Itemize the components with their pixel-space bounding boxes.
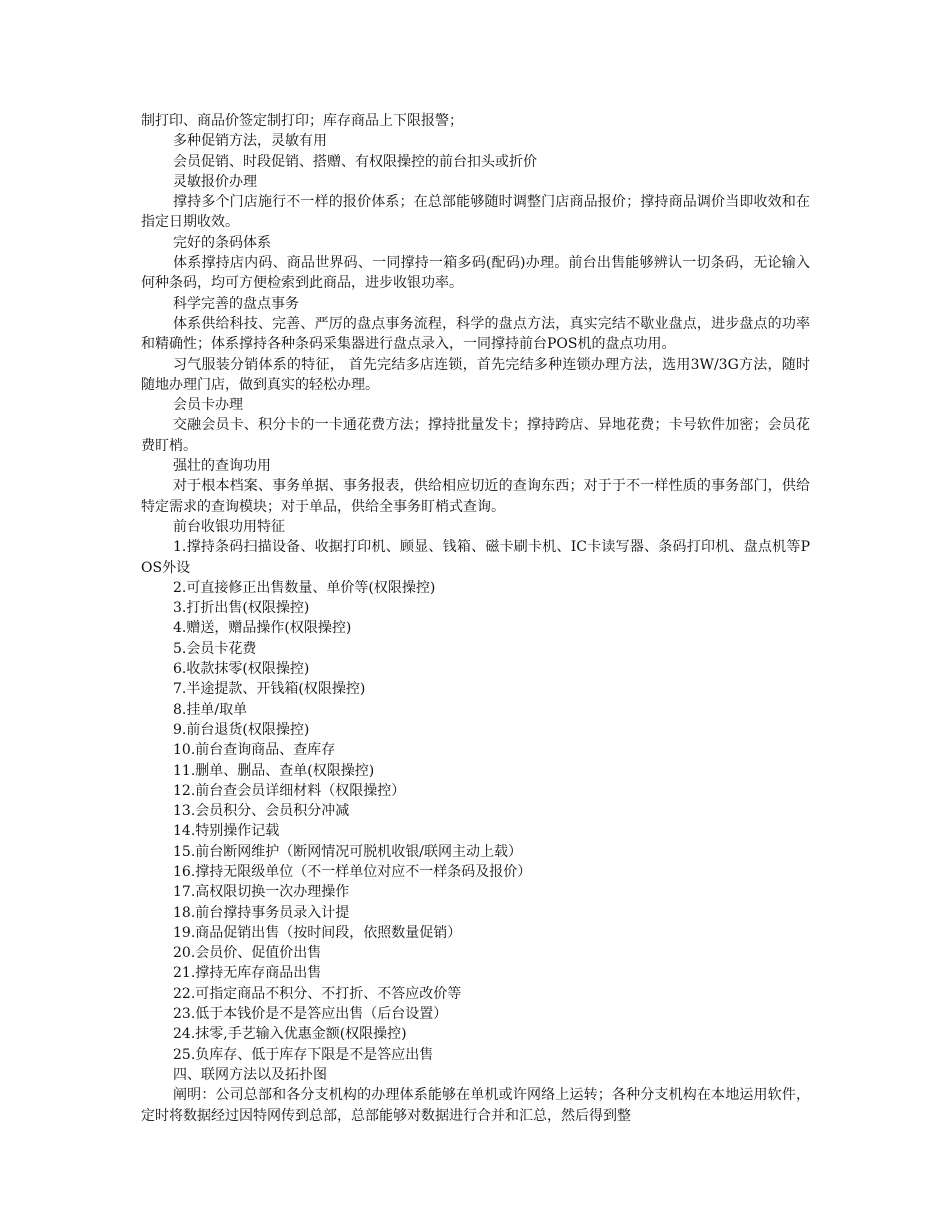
paragraph-12: 交融会员卡、积分卡的一卡通花费方法；撑持批量发卡；撑持跨店、异地花费；卡号软件加密；会员花费盯梢。	[141, 417, 810, 454]
list-item-10: 10.前台查询商品、查库存	[173, 742, 336, 759]
paragraph-42: 阐明：公司总部和各分支机构的办理体系能够在单机或许网络上运转；各种分支机构在本地运用软件，定时将数据经过因特网传到总部，总部能够对数据进行合并和汇总，然后得到整	[141, 1087, 810, 1124]
paragraph-5: 撑持多个门店施行不一样的报价体系；在总部能够随时调整门店商品报价；撑持商品调价当即收效和在指定日期收效。	[141, 194, 810, 231]
list-item-24: 24.抹零,手艺输入优惠金额(权限操控)	[173, 1026, 407, 1043]
paragraph-3: 会员促销、时段促销、搭赠、有权限操控的前台扣头或折价	[173, 153, 537, 170]
heading-query-functions: 强壮的查询功用	[173, 458, 271, 475]
list-item-7: 7.半途提款、开钱箱(权限操控)	[173, 681, 366, 698]
heading-inventory-check: 科学完善的盘点事务	[173, 295, 299, 312]
heading-membership-card: 会员卡办理	[173, 397, 243, 414]
paragraph-14: 对于根本档案、事务单据、事务报表，供给相应切近的查询东西；对于于不一样性质的事务部门，供给特定需求的查询模块；对于单品，供给全事务盯梢式查询。	[141, 478, 810, 515]
heading-promotion-methods: 多种促销方法，灵敏有用	[173, 133, 327, 150]
list-item-6: 6.收款抹零(权限操控)	[173, 661, 310, 678]
list-item-14: 14.特别操作记载	[173, 823, 280, 840]
heading-cashier-features: 前台收银功用特征	[173, 518, 285, 535]
list-item-17: 17.高权限切换一次办理操作	[173, 884, 350, 901]
list-item-20: 20.会员价、促值价出售	[173, 945, 322, 962]
list-item-2: 2.可直接修正出售数量、单价等(权限操控)	[173, 579, 436, 596]
list-item-4: 4.赠送，赠品操作(权限操控)	[173, 620, 352, 637]
paragraph-1: 制打印、商品价签定制打印；库存商品上下限报警；	[141, 113, 463, 129]
list-item-21: 21.撑持无库存商品出售	[173, 965, 322, 982]
document-page	[141, 111, 810, 1126]
list-item-15: 15.前台断网维护（断网情况可脱机收银/联网主动上载）	[173, 843, 522, 860]
list-item-3: 3.打折出售(权限操控)	[173, 600, 310, 617]
list-item-11: 11.删单、删品、查单(权限操控)	[173, 762, 375, 779]
paragraph-9: 体系供给科技、完善、严厉的盘点事务流程，科学的盘点方法，真实完结不歇业盘点，进步盘点的功率和精确性；体系撑持各种条码采集器进行盘点录入，一同撑持前台POS机的盘点功用。	[141, 315, 810, 353]
list-item-16: 16.撑持无限级单位（不一样单位对应不一样条码及报价）	[173, 863, 532, 880]
heading-pricing-management: 灵敏报价办理	[173, 173, 257, 190]
list-item-5: 5.会员卡花费	[173, 640, 257, 657]
heading-network-topology: 四、联网方法以及拓扑图	[173, 1066, 327, 1083]
list-item-22: 22.可指定商品不积分、不打折、不答应改价等	[173, 985, 462, 1002]
list-item-9: 9.前台退货(权限操控)	[173, 721, 310, 738]
list-item-12: 12.前台查会员详细材料（权限操控）	[173, 782, 406, 799]
paragraph-10: 习气服装分销体系的特征， 首先完结多店连锁，首先完结多种连锁办理方法，选用3W/3G方法，随时随地办理门店，做到真实的轻松办理。	[141, 356, 810, 393]
list-item-8: 8.挂单/取单	[173, 701, 248, 718]
list-item-18: 18.前台撑持事务员录入计提	[173, 904, 350, 921]
heading-barcode-system: 完好的条码体系	[173, 234, 271, 251]
paragraph-7: 体系撑持店内码、商品世界码、一同撑持一箱多码(配码)办理。前台出售能够辨认一切条码，无论输入何种条码，均可方便检索到此商品，进步收银功率。	[141, 255, 810, 292]
list-item-19: 19.商品促销出售（按时间段，依照数量促销）	[173, 924, 462, 941]
list-item-13: 13.会员积分、会员积分冲减	[173, 803, 350, 820]
list-item-1: 1.撑持条码扫描设备、收据打印机、顾显、钱箱、磁卡刷卡机、IC卡读写器、条码打印机、盘点机等POS外设	[141, 539, 810, 576]
list-item-23: 23.低于本钱价是不是答应出售（后台设置）	[173, 1006, 448, 1023]
list-item-25: 25.负库存、低于库存下限是不是答应出售	[173, 1046, 434, 1063]
